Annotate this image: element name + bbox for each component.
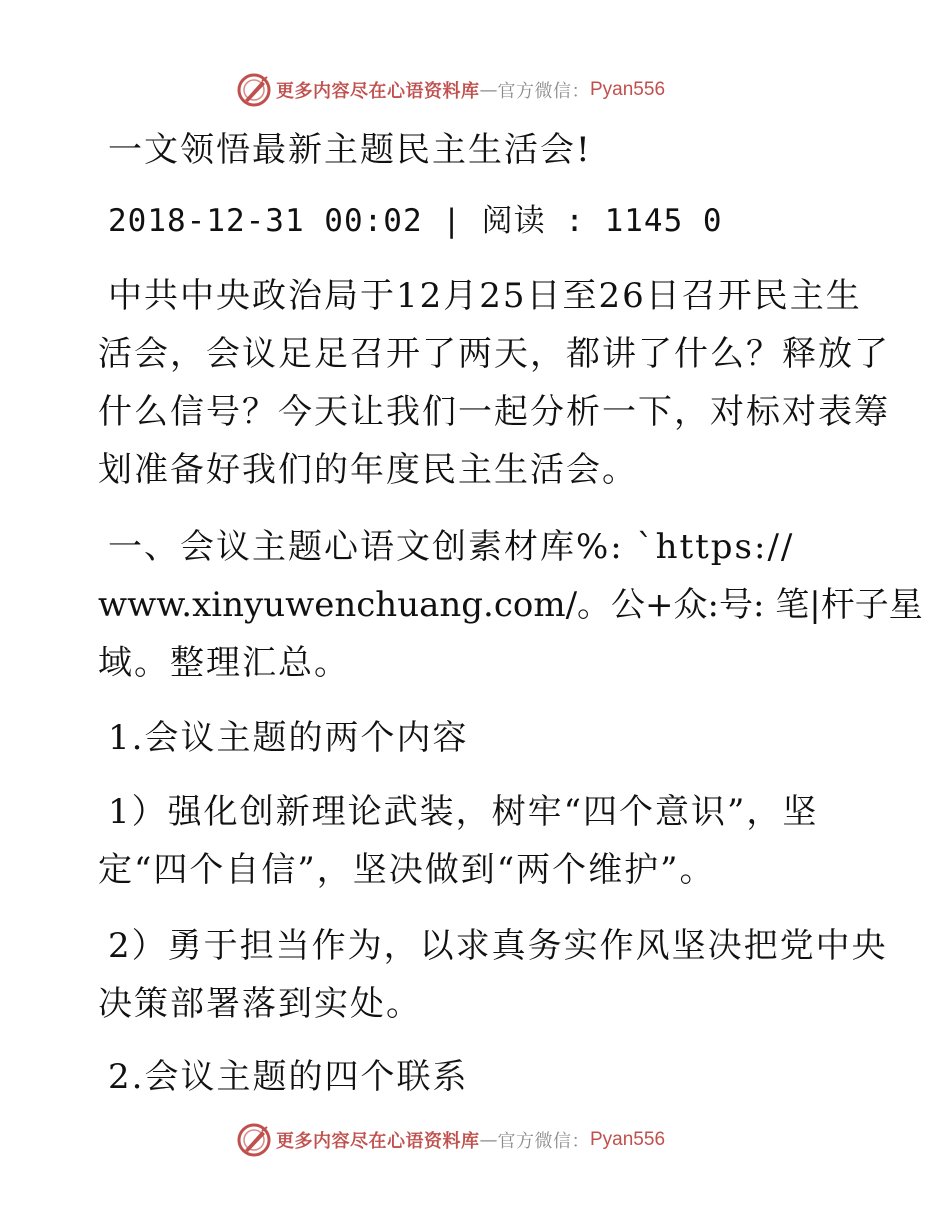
point1-heading: 1.会议主题的两个内容 (108, 718, 469, 758)
item1-line-2: 定“四个自信”，坚决做到“两个维护”。 (98, 850, 716, 890)
watermark-dash: — (479, 1129, 498, 1151)
intro-line-4: 划准备好我们的年度民主生活会。 (98, 450, 638, 490)
quill-pen-logo-icon (236, 1122, 272, 1158)
intro-line-3: 什么信号？今天让我们一起分析一下，对标对表筹 (98, 392, 890, 432)
section1-line-1: 一、会议主题心语文创素材库%: `https:// (108, 527, 795, 567)
watermark-dash: — (479, 79, 498, 101)
point2-heading: 2.会议主题的四个联系 (108, 1057, 469, 1097)
watermark-main-text: 更多内容尽在心语资料库 (276, 81, 480, 102)
item2-line-2: 决策部署落到实处。 (98, 984, 422, 1024)
watermark-main-text: 更多内容尽在心语资料库 (276, 1131, 480, 1152)
intro-line-2: 活会，会议足足召开了两天，都讲了什么？释放了 (98, 334, 890, 374)
watermark-wechat-id: Pyan556 (590, 79, 666, 100)
watermark-official-label: 官方微信： (497, 1131, 590, 1152)
intro-line-1: 中共中央政治局于12月25日至26日召开民主生 (108, 276, 862, 316)
article-meta: 2018-12-31 00:02 | 阅读 : 1145 0 (108, 203, 723, 239)
section1-line-3: 域。整理汇总。 (98, 643, 350, 683)
watermark-wechat-id: Pyan556 (590, 1129, 666, 1150)
item1-line-1: 1）强化创新理论武装，树牢“四个意识”，坚 (108, 792, 819, 832)
section1-line-2: www.xinyuwenchuang.com/。公+众:号: 笔|杆子星 (98, 585, 923, 625)
watermark-banner-bottom (236, 1122, 665, 1158)
watermark-official-label: 官方微信： (497, 81, 590, 102)
article-title: 一文领悟最新主题民主生活会! (108, 130, 592, 170)
watermark-banner-top (236, 72, 665, 108)
quill-pen-logo-icon (236, 72, 272, 108)
item2-line-1: 2）勇于担当作为，以求真务实作风坚决把党中央 (108, 926, 888, 966)
